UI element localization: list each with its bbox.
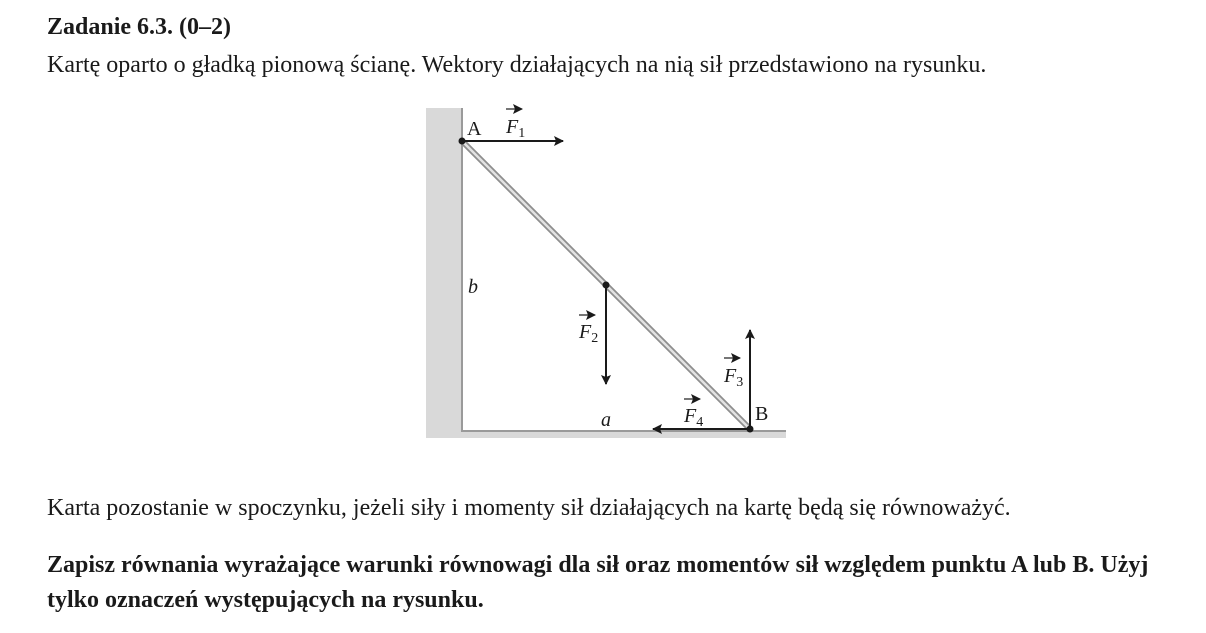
force-f4-letter: F bbox=[684, 405, 697, 427]
force-f3-index: 3 bbox=[736, 375, 744, 390]
svg-text:F2 bbox=[578, 321, 598, 346]
label-point-a: A bbox=[467, 118, 482, 140]
force-f1-index: 1 bbox=[518, 126, 526, 141]
label-force-f2 bbox=[578, 315, 598, 346]
floor bbox=[426, 432, 786, 438]
label-side-b: b bbox=[468, 276, 478, 298]
label-side-a: a bbox=[601, 409, 611, 431]
task-heading: Zadanie 6.3. (0–2) bbox=[47, 14, 232, 40]
label-force-f4 bbox=[683, 399, 703, 430]
svg-text:F4 bbox=[683, 405, 703, 430]
force-f2-index: 2 bbox=[591, 331, 599, 346]
label-force-f1 bbox=[505, 109, 525, 141]
equilibrium-statement: Karta pozostanie w spoczynku, jeżeli siły i momenty sił działających na kartę będą się równoważyć. bbox=[47, 495, 1011, 521]
label-point-b: B bbox=[755, 403, 769, 425]
force-f2-letter: F bbox=[579, 321, 592, 343]
task-instruction: Zapisz równania wyrażające warunki równowagi dla sił oraz momentów sił względem punktu A lub B. Użyj tylko oznaczeń występujących na rysunku. bbox=[47, 552, 1149, 613]
wall bbox=[426, 108, 462, 438]
force-f3-letter: F bbox=[724, 365, 737, 387]
svg-text:F1 bbox=[505, 116, 525, 141]
svg-text:F3 bbox=[723, 365, 743, 390]
force-f1-letter: F bbox=[506, 116, 519, 138]
label-force-f3 bbox=[723, 358, 743, 390]
task-intro: Kartę oparto o gładką pionową ścianę. Wektory działających na nią sił przedstawiono na rysunku. bbox=[47, 52, 987, 78]
force-f4-index: 4 bbox=[696, 415, 704, 430]
